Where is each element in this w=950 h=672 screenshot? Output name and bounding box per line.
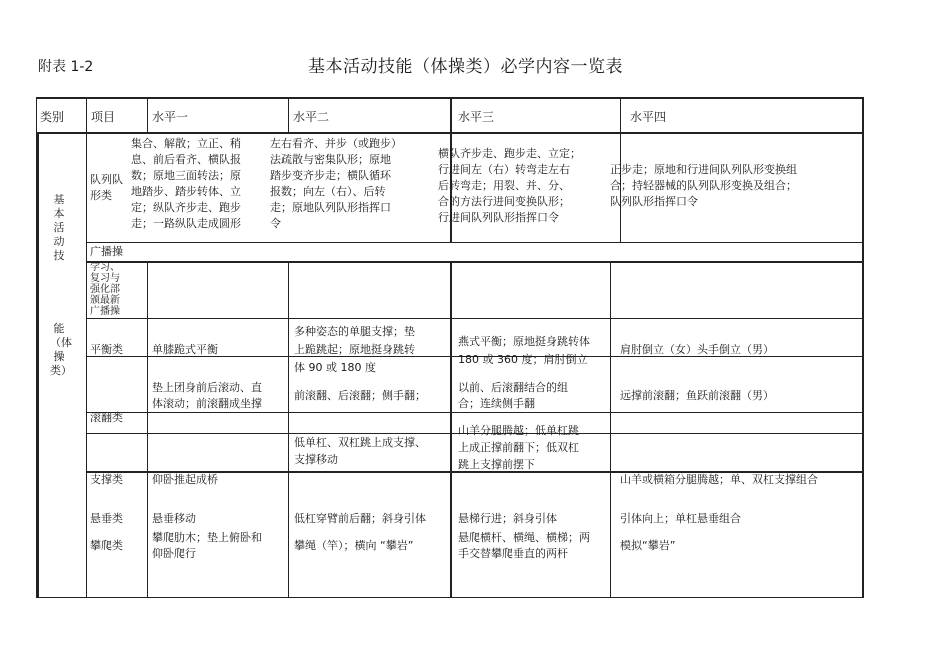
climbing-level2: 攀绳（竿）；横向 “攀岩” (294, 539, 414, 552)
rolling-level1: 垫上团身前后滚动、直 体滚动；前滚翻成坐撑 (152, 381, 262, 410)
balance-level3: 燕式平衡；原地挺身跳转体 180 或 360 度；肩肘倒立 (458, 335, 590, 366)
project-support: 支撑类 (90, 473, 123, 486)
hanging-level4: 引体向上；单杠悬垂组合 (620, 512, 741, 525)
climbing-level1: 攀爬肋木；垫上俯卧和 仰卧爬行 (152, 531, 262, 560)
formation-level3: 横队齐步走、跑步走、立定； 行进间左（右）转弯走左右 后转弯走；用裂、并、分、 合的方法行进间变换队形； 行进间队列队形指挥口令 (438, 147, 581, 224)
vault-level2: 低单杠、双杠跳上成支撑、 支撑移动 (294, 436, 426, 466)
vault-level3: 山羊分腿腾越；低单杠跳 上成正撑前翻下；低双杠 跳上支撑前摆下 (458, 424, 579, 471)
project-formation: 队列队 形类 (90, 173, 123, 202)
project-broadcast-detail: 学习、 复习与 强化部 颁最新 广播操 (90, 262, 120, 317)
appendix-label: 附表 1-2 (38, 59, 94, 75)
climbing-level4: 模拟“攀岩” (620, 539, 676, 552)
balance-level4: 肩肘倒立（女）头手倒立（男） (620, 343, 774, 356)
category-label-part1: 基本活动技 (53, 193, 65, 262)
balance-level1: 单膝跪式平衡 (152, 343, 218, 356)
support-level1: 仰卧推起成桥 (152, 473, 218, 486)
rolling-level4: 远撑前滚翻；鱼跃前滚翻（男） (620, 389, 774, 402)
project-balance: 平衡类 (90, 343, 123, 356)
hanging-level3: 悬梯行进；斜身引体 (458, 512, 557, 525)
support-level4: 山羊或横箱分腿腾越；单、双杠支撑组合 (620, 473, 818, 486)
column-header-level1: 水平一 (152, 110, 189, 124)
balance-level2: 多种姿态的单腿支撑；垫 上跪跳起；原地挺身跳转 体 90 或 180 度 (294, 325, 415, 374)
rolling-level2: 前滚翻、后滚翻；侧手翻； (294, 389, 426, 402)
formation-level1: 集合、解散；立正、稍 息、前后看齐、横队报 数；原地三面转法；原 地踏步、踏步转体、立 定；纵队齐步走、跑步 走；一路纵队走成圆形 (131, 137, 241, 230)
column-header-project: 项目 (91, 110, 116, 124)
formation-level2: 左右看齐、并步（或跑步） 法疏散与密集队形；原地 踏步变齐步走；横队循环 报数；向左（右）、后转 走；原地队列队形指挥口 令 (270, 137, 402, 230)
column-header-level2: 水平二 (293, 110, 330, 124)
project-rolling: 滚翻类 (90, 411, 123, 424)
project-hanging: 悬垂类 (90, 512, 123, 525)
project-climbing: 攀爬类 (90, 539, 123, 552)
hanging-level2: 低杠穿臂前后翻；斜身引体 (294, 512, 426, 525)
category-label-part2: 能（体操类） (50, 322, 72, 377)
climbing-level3: 悬爬横杆、横绳、横梯；两 手交替攀爬垂直的两杆 (458, 531, 590, 560)
column-header-level3: 水平三 (458, 110, 495, 124)
rolling-level3: 以前、后滚翻结合的组 合；连续侧手翻 (458, 381, 568, 410)
page-title: 基本活动技能（体操类）必学内容一览表 (308, 57, 623, 77)
hanging-level1: 悬垂移动 (152, 512, 196, 525)
column-header-level4: 水平四 (630, 110, 667, 124)
column-header-category: 类别 (40, 110, 65, 124)
formation-level4: 正步走；原地和行进间队列队形变换组 合；持轻器械的队列队形变换及组合； 队列队形指挥口令 (610, 163, 797, 208)
project-broadcast: 广播操 (90, 245, 123, 258)
